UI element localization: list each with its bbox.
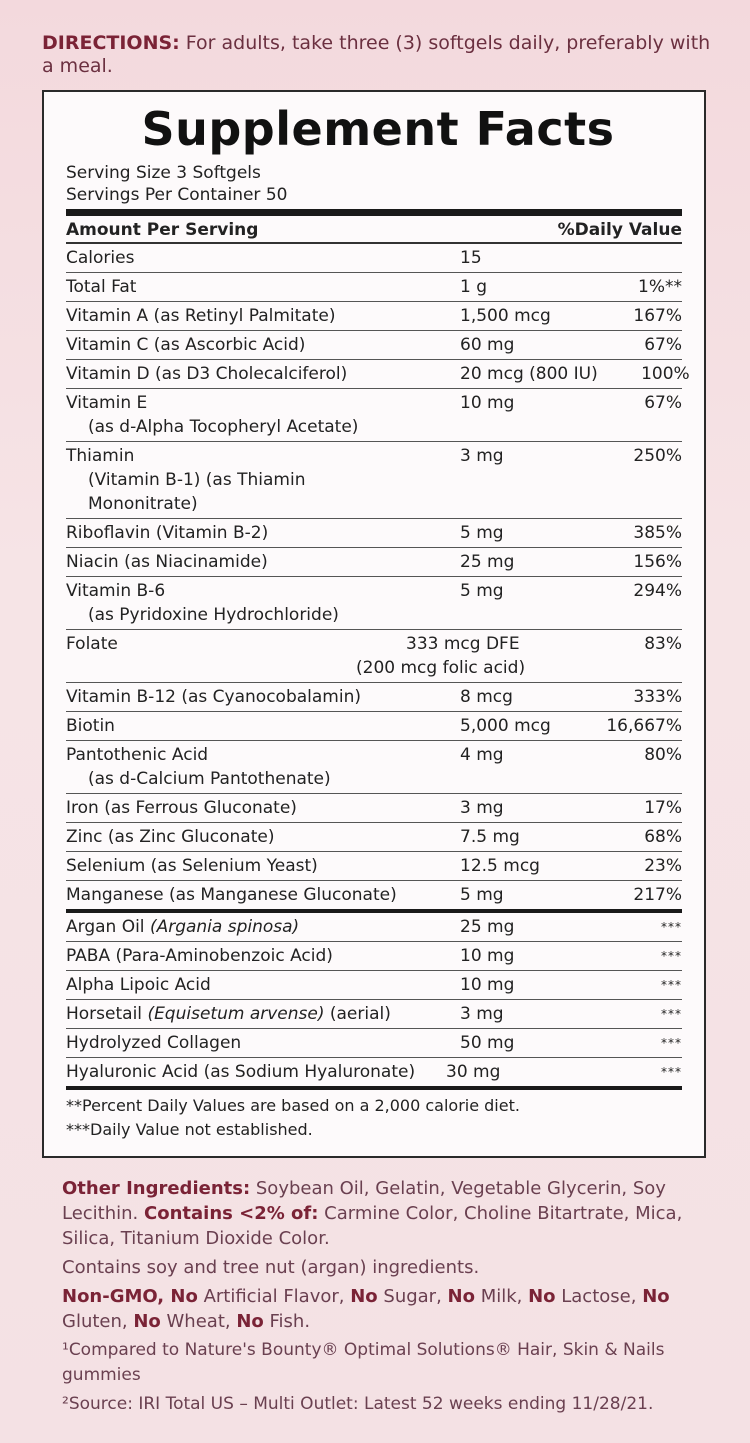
nutrient-name: Niacin (as Niacinamide) (66, 552, 268, 572)
directions-label: DIRECTIONS: (42, 32, 180, 54)
nutrient-amount-cell (406, 246, 590, 270)
nutrient-daily-value: 67% (644, 335, 682, 355)
nutrient-name: Pantothenic Acid (66, 745, 209, 765)
nutrient-amount: 5 mg (460, 523, 504, 543)
nutrient-amount: 7.5 mg (460, 827, 520, 847)
nutrient-row (66, 794, 682, 823)
nutrient-row (66, 302, 682, 331)
nutrient-daily-value: 1%** (638, 277, 682, 297)
ingredient-name-cell (66, 1002, 406, 1026)
ingredient-amount: 10 mg (460, 946, 515, 966)
ingredient-daily-value: *** (661, 1065, 682, 1079)
claim-text: Sugar, (377, 1286, 448, 1307)
nutrient-name-cell (66, 333, 406, 357)
nutrient-row (66, 683, 682, 712)
claim-bold: No (447, 1286, 475, 1307)
ingredient-name-cell (66, 944, 406, 968)
nutrient-amount-cell (406, 304, 590, 328)
nutrient-amount: 5 mg (460, 885, 504, 905)
nutrient-amount: 20 mcg (800 IU) (460, 364, 598, 384)
nutrient-amount-cell (406, 714, 590, 738)
nutrient-amount: 60 mg (460, 335, 515, 355)
nutrient-name: Vitamin E (66, 393, 148, 413)
ingredient-part: (aerial) (324, 1004, 391, 1024)
claim-text: Artificial Flavor, (197, 1286, 351, 1307)
nutrient-amount-cell (406, 362, 598, 386)
nutrient-amount-cell (346, 632, 590, 680)
nutrient-name-cell (66, 444, 406, 516)
nutrient-amount-cell (406, 444, 590, 516)
nutrient-amount-cell (406, 333, 590, 357)
nutrient-daily-value: 80% (644, 745, 682, 765)
nutrient-daily-value: 83% (644, 634, 682, 654)
nutrient-daily-value: 67% (644, 393, 682, 413)
nutrient-name: Vitamin C (as Ascorbic Acid) (66, 335, 306, 355)
nutrient-row (66, 741, 682, 794)
ingredient-daily-value: *** (661, 920, 682, 934)
claim-bold: No (642, 1286, 670, 1307)
nutrient-name-cell (66, 579, 406, 627)
ingredient-daily-value: *** (661, 978, 682, 992)
nutrient-name: Vitamin A (as Retinyl Palmitate) (66, 306, 336, 326)
nutrient-daily-value: 23% (644, 856, 682, 876)
ingredient-latin-name: (Argania spinosa) (149, 917, 300, 937)
claim-bold: No (236, 1311, 264, 1332)
servings-per-container: Servings Per Container 50 (66, 185, 288, 205)
nutrient-name-cell (66, 883, 406, 907)
nutrient-amount-cell (406, 685, 590, 709)
footnote-rule (66, 1086, 682, 1090)
claim-bold: No (350, 1286, 378, 1307)
ingredient-amount: 3 mg (460, 1004, 504, 1024)
nutrient-daily-value: 294% (633, 581, 682, 601)
footnotes (66, 1094, 682, 1142)
nutrient-name: Biotin (66, 716, 115, 736)
nutrient-row (66, 881, 682, 909)
nutrient-row (66, 548, 682, 577)
other-ingredient-row (66, 913, 682, 942)
nutrient-name-cell (66, 521, 406, 545)
claim-bold: No (133, 1311, 161, 1332)
nutrient-name-cell (66, 391, 406, 439)
nutrient-name: Vitamin B-12 (as Cyanocobalamin) (66, 687, 361, 707)
nutrient-amount: 25 mg (460, 552, 515, 572)
nutrient-daily-value: 250% (633, 446, 682, 466)
nutrient-row (66, 519, 682, 548)
nutrient-name-cell (66, 304, 406, 328)
other-ingredients: Other Ingredients: Soybean Oil, Gelatin, Vegetable Glycerin, Soy Lecithin. Contains <2% of: Carmine Color, Choline Bitartrate, Mica, Silica, Titanium Dioxide Color. (62, 1178, 683, 1249)
ingredient-name-cell (66, 915, 406, 939)
claim-bold: Non-GMO, No (62, 1286, 198, 1307)
nutrient-name-cell (66, 550, 406, 574)
nutrient-name-cell (66, 743, 406, 791)
nutrient-amount-detail: (200 mcg folic acid) (356, 658, 526, 678)
nutrient-row (66, 823, 682, 852)
ingredient-name: Alpha Lipoic Acid (66, 975, 211, 995)
other-ingredient-row (66, 1000, 682, 1029)
nutrient-amount: 4 mg (460, 745, 504, 765)
nutrient-amount: 3 mg (460, 798, 504, 818)
nutrient-daily-value: 100% (641, 364, 690, 384)
ingredient-amount: 30 mg (446, 1062, 501, 1082)
nutrient-daily-value: 385% (633, 523, 682, 543)
nutrient-amount: 5,000 mcg (460, 716, 551, 736)
nutrient-source: (Vitamin B-1) (as Thiamin Mononitrate) (88, 470, 306, 514)
claim-text: Milk, (474, 1286, 529, 1307)
amount-header (66, 216, 682, 244)
nutrient-amount: 1 g (460, 277, 488, 297)
ingredient-name-cell (66, 973, 406, 997)
nutrient-amount-cell (406, 579, 590, 627)
other-ingredient-row (66, 1058, 682, 1086)
nutrient-amount-cell (406, 743, 590, 791)
free-from-claims (62, 1284, 712, 1334)
nutrient-name-cell (66, 362, 406, 386)
ingredient-name: Argan Oil (66, 917, 150, 937)
nutrient-name: Folate (66, 634, 118, 654)
ingredient-amount: 10 mg (460, 975, 515, 995)
other-ingredient-list (66, 913, 682, 1086)
nutrient-amount: 333 mcg DFE (406, 634, 520, 654)
nutrient-amount-cell (406, 825, 590, 849)
nutrient-row (66, 389, 682, 442)
nutrient-amount-cell (406, 883, 590, 907)
ingredient-name: Horsetail (66, 1004, 148, 1024)
nutrient-amount: 5 mg (460, 581, 504, 601)
nutrient-name-cell (66, 246, 406, 270)
other-ingredient-row (66, 971, 682, 1000)
serving-size: Serving Size 3 Softgels (66, 163, 261, 183)
nutrient-name: Zinc (as Zinc Gluconate) (66, 827, 275, 847)
nutrient-source: (as d-Calcium Pantothenate) (88, 769, 331, 789)
nutrient-name-cell (66, 275, 406, 299)
nutrient-name: Selenium (as Selenium Yeast) (66, 856, 318, 876)
footnote-dv-not-established: ***Daily Value not established. (66, 1120, 313, 1139)
nutrient-amount-cell (406, 550, 590, 574)
nutrient-source: (as Pyridoxine Hydrochloride) (88, 605, 339, 625)
nutrient-name-cell (66, 685, 406, 709)
ingredient-name: Hyaluronic Acid (as Sodium Hyaluronate) (66, 1062, 416, 1082)
ingredient-latin-name: (Equisetum arvense) (147, 1004, 325, 1024)
nutrient-name-cell (66, 714, 406, 738)
nutrient-row (66, 852, 682, 881)
nutrient-row (66, 442, 682, 519)
other-ingredient-row (66, 1029, 682, 1058)
nutrient-daily-value (590, 246, 682, 270)
label-bottom-text (62, 1176, 712, 1421)
nutrient-name-cell (66, 825, 406, 849)
nutrient-amount-cell (406, 275, 590, 299)
nutrient-amount-cell (406, 796, 590, 820)
daily-value-label: %Daily Value (557, 220, 682, 240)
source-note: ²Source: IRI Total US – Multi Outlet: Latest 52 weeks ending 11/28/21. (62, 1394, 654, 1414)
nutrient-amount-cell (406, 854, 590, 878)
nutrient-row (66, 244, 682, 273)
ingredient-name: PABA (Para-Aminobenzoic Acid) (66, 946, 333, 966)
nutrient-name: Calories (66, 248, 135, 268)
nutrient-daily-value: 68% (644, 827, 682, 847)
nutrient-row (66, 630, 682, 683)
claim-bold: No (528, 1286, 556, 1307)
nutrient-row (66, 331, 682, 360)
ingredient-amount: 25 mg (460, 917, 515, 937)
allergen-statement: Contains soy and tree nut (argan) ingredients. (62, 1257, 480, 1278)
amount-per-serving-label: Amount Per Serving (66, 220, 259, 240)
thick-rule (66, 209, 682, 216)
panel-title: Supplement Facts (141, 102, 615, 156)
claim-text: Fish. (263, 1311, 311, 1332)
nutrient-row (66, 273, 682, 302)
directions (42, 32, 722, 78)
nutrient-name: Vitamin B-6 (66, 581, 166, 601)
nutrient-name-cell (66, 796, 406, 820)
nutrient-name: Total Fat (66, 277, 137, 297)
claim-text: Gluten, (62, 1311, 134, 1332)
nutrient-name: Riboflavin (Vitamin B-2) (66, 523, 269, 543)
ingredient-name-cell (66, 1031, 406, 1055)
nutrient-amount: 15 (460, 248, 482, 268)
nutrient-source: (as d-Alpha Tocopheryl Acetate) (88, 417, 359, 437)
nutrient-name: Iron (as Ferrous Gluconate) (66, 798, 297, 818)
footnote-percent-dv: **Percent Daily Values are based on a 2,000 calorie diet. (66, 1096, 520, 1115)
nutrient-amount: 1,500 mcg (460, 306, 551, 326)
nutrient-daily-value: 156% (633, 552, 682, 572)
nutrient-daily-value: 217% (633, 885, 682, 905)
nutrient-name: Thiamin (66, 446, 135, 466)
ingredient-amount: 50 mg (460, 1033, 515, 1053)
supplement-facts-panel (42, 90, 706, 1158)
nutrient-name-cell (66, 854, 406, 878)
nutrient-list (66, 244, 690, 909)
directions-text: For adults, take three (3) softgels daily, preferably with a meal. (42, 32, 711, 77)
claim-text: Wheat, (160, 1311, 237, 1332)
nutrient-name: Vitamin D (as D3 Cholecalciferol) (66, 364, 348, 384)
nutrient-amount-cell (406, 521, 590, 545)
nutrient-row (66, 360, 690, 389)
nutrient-daily-value: 167% (633, 306, 682, 326)
ingredient-name: Hydrolyzed Collagen (66, 1033, 242, 1053)
claim-text: Lactose, (555, 1286, 643, 1307)
nutrient-row (66, 577, 682, 630)
nutrient-daily-value: 16,667% (606, 716, 682, 736)
ingredient-daily-value: *** (661, 1007, 682, 1021)
ingredient-daily-value: *** (661, 1036, 682, 1050)
nutrient-amount: 3 mg (460, 446, 504, 466)
nutrient-amount: 10 mg (460, 393, 515, 413)
other-ingredient-row (66, 942, 682, 971)
nutrient-amount: 8 mcg (460, 687, 513, 707)
ingredient-daily-value: *** (661, 949, 682, 963)
comparison-note: ¹Compared to Nature's Bounty® Optimal Solutions® Hair, Skin & Nails gummies (62, 1340, 665, 1385)
nutrient-amount-cell (406, 391, 590, 439)
nutrient-name: Manganese (as Manganese Gluconate) (66, 885, 397, 905)
nutrient-daily-value: 17% (644, 798, 682, 818)
nutrient-daily-value: 333% (633, 687, 682, 707)
nutrient-row (66, 712, 682, 741)
nutrient-amount: 12.5 mcg (460, 856, 540, 876)
ingredient-name-cell (66, 1060, 416, 1084)
